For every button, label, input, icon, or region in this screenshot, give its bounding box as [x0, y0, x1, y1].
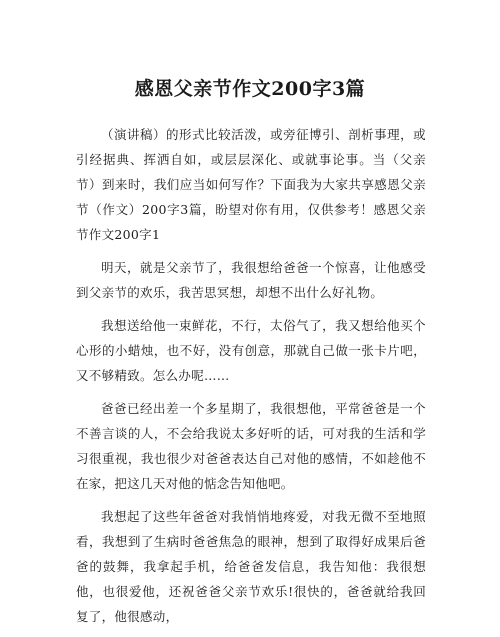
document-body: [76, 122, 426, 637]
paragraph-5: 我想起了这些年爸爸对我悄悄地疼爱，对我无微不至地照看，我想到了生病时爸爸焦急的眼神，想到了取得好成果后爸爸的鼓舞，我拿起手机，给爸爸发信息，我告知他：我很想他，也很爱他，还祝爸爸父亲节欢乐!很快的，爸爸就给我回复了，他很感动，: [76, 509, 426, 624]
paragraph-3: 我想送给他一束鲜花，不行，太俗气了，我又想给他买个心形的小蜡烛，也不好，没有创意，那就自己做一张卡片吧，又不够精致。怎么办呢……: [76, 318, 426, 383]
document-title: 感恩父亲节作文200字3篇: [134, 78, 366, 100]
paragraph-intro: （演讲稿）的形式比较活泼，或旁征博引、剖析事理，或引经据典、挥洒自如，或层层深化、或就事论事。当（父亲节）到来时，我们应当如何写作？下面我为大家共享感恩父亲节（作文）200字3篇，盼望对你有用，仅供参考！感恩父亲节作文200字1: [76, 127, 426, 242]
paragraph-2: 明天，就是父亲节了，我很想给爸爸一个惊喜，让他感受到父亲节的欢乐，我苦思冥想，却想不出什么好礼物。: [76, 260, 426, 300]
paragraph-4: 爸爸已经出差一个多星期了，我很想他，平常爸爸是一个不善言谈的人，不会给我说太多好听的话，可对我的生活和学习很重视，我也很少对爸爸表达自己对他的感情，不如趁他不在家，把这几天对他的惦念告知他吧。: [76, 401, 426, 491]
